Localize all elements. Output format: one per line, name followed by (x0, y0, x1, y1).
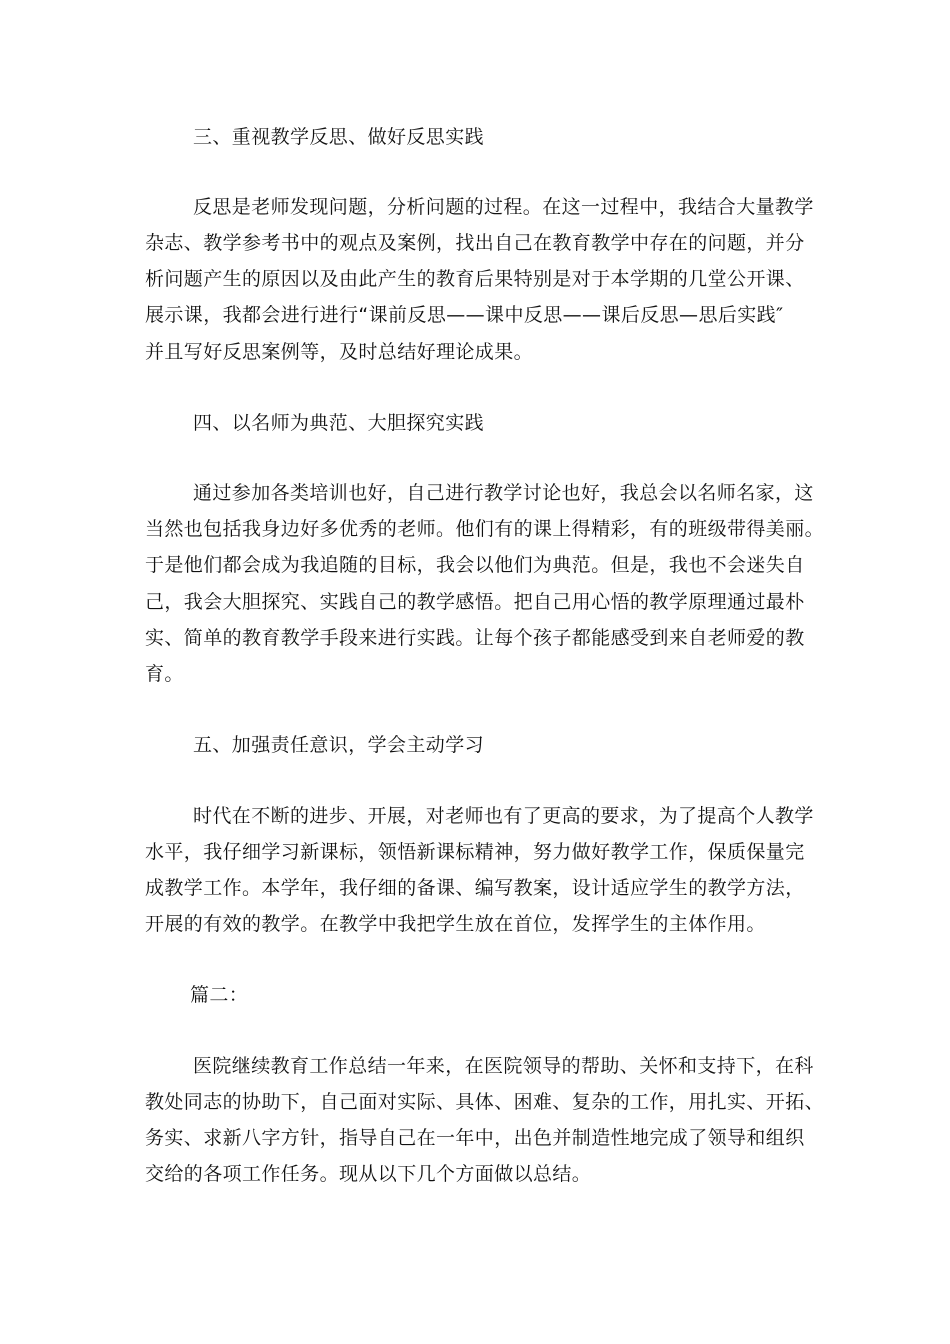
section-heading-5: 五、加强责任意识，学会主动学习 (193, 734, 485, 756)
section-heading-4: 四、以名师为典范、大胆探究实践 (193, 412, 485, 434)
paragraph-line: 析问题产生的原因以及由此产生的教育后果特别是对于本学期的几堂公开课、 (145, 268, 805, 290)
paragraph-line: 成教学工作。本学年，我仔细的备课、编写教案，设计适应学生的教学方法， (145, 877, 805, 899)
paragraph-line: 水平，我仔细学习新课标，领悟新课标精神，努力做好教学工作，保质保量完 (145, 841, 805, 863)
paragraph-line: 时代在不断的进步、开展，对老师也有了更高的要求，为了提高个人教学 (193, 805, 814, 827)
paragraph-line: 并且写好反思案例等，及时总结好理论成果。 (145, 341, 534, 363)
part-two-label: 篇二： (190, 984, 249, 1006)
paragraph-line: 教处同志的协助下，自己面对实际、具体、困难、复杂的工作，用扎实、开拓、 (145, 1091, 825, 1113)
paragraph-line: 杂志、教学参考书中的观点及案例，找出自己在教育教学中存在的问题，并分 (145, 232, 805, 254)
paragraph-line: 展示课，我都会进行进行“课前反思——课中反思——课后反思—思后实践″ (145, 304, 784, 326)
paragraph-line: 反思是老师发现问题，分析问题的过程。在这一过程中，我结合大量教学 (193, 196, 814, 218)
paragraph-line: 医院继续教育工作总结一年来，在医院领导的帮助、关怀和支持下，在科 (193, 1055, 814, 1077)
paragraph-line: 于是他们都会成为我追随的目标，我会以他们为典范。但是，我也不会迷失自 (145, 554, 805, 576)
paragraph-line: 务实、求新八字方针，指导自己在一年中，出色并制造性地完成了领导和组织 (145, 1127, 805, 1149)
paragraph-line: 交给的各项工作任务。现从以下几个方面做以总结。 (145, 1163, 592, 1185)
paragraph-line: 实、简单的教育教学手段来进行实践。让每个孩子都能感受到来自老师爱的教 (145, 627, 805, 649)
section-heading-3: 三、重视教学反思、做好反思实践 (193, 126, 485, 148)
paragraph-line: 通过参加各类培训也好，自己进行教学讨论也好，我总会以名师名家，这 (193, 482, 814, 504)
paragraph-line: 己，我会大胆探究、实践自己的教学感悟。把自己用心悟的教学原理通过最朴 (145, 591, 805, 613)
paragraph-line: 开展的有效的教学。在教学中我把学生放在首位，发挥学生的主体作用。 (145, 913, 766, 935)
paragraph-line: 育。 (145, 663, 184, 685)
paragraph-line: 当然也包括我身边好多优秀的老师。他们有的课上得精彩，有的班级带得美丽。 (145, 518, 825, 540)
